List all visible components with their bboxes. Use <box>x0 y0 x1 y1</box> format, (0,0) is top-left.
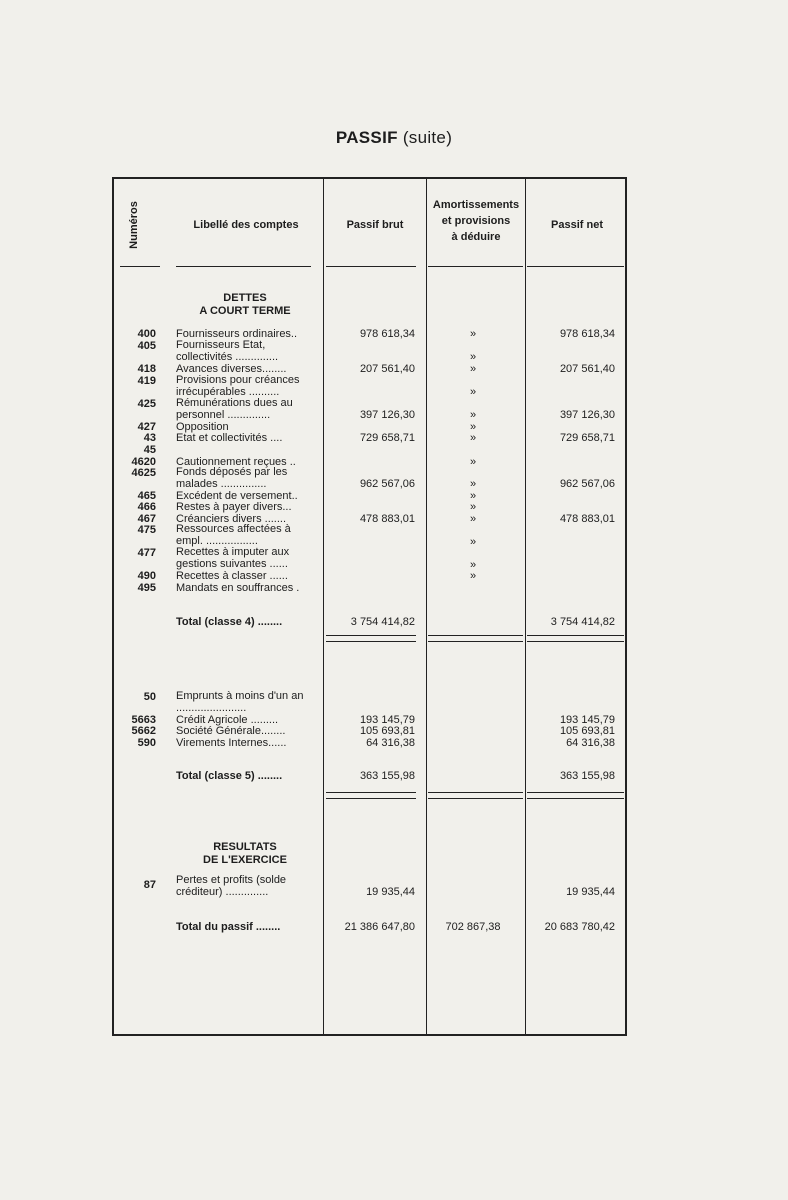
section-resultats <box>172 841 318 867</box>
row-passif-net: 105 693,81 <box>559 725 615 737</box>
row-number: 43 <box>143 432 156 444</box>
row-passif-brut: 962 567,06 <box>359 478 415 490</box>
row-number: 475 <box>137 524 156 536</box>
total-rule <box>428 792 523 793</box>
row-amortissement: » <box>469 490 477 502</box>
row-label: Cautionnement reçues .. <box>176 456 296 468</box>
row-amortissement: » <box>469 421 477 433</box>
row-label: Provisions pour créances irrécupérables .......... <box>176 374 300 398</box>
row-number: 467 <box>137 513 156 525</box>
header-amortissements <box>427 197 525 245</box>
row-passif-net: 978 618,34 <box>559 328 615 340</box>
row-amortissement: » <box>469 328 477 340</box>
row-label: Rémunérations dues au personnel .............. <box>176 397 293 421</box>
row-passif-brut: 207 561,40 <box>359 363 415 375</box>
total-rule <box>428 798 523 799</box>
page-title-main: PASSIF <box>335 128 398 147</box>
total-classe5-label: Total (classe 5) ........ <box>176 770 283 782</box>
row-passif-brut: 105 693,81 <box>359 725 415 737</box>
section-dettes <box>172 292 318 318</box>
row-amortissement: » <box>469 501 477 513</box>
row-label: Fonds déposés par les malades ............... <box>176 466 288 490</box>
row-passif-net: 207 561,40 <box>559 363 615 375</box>
row-passif-net: 478 883,01 <box>559 513 615 525</box>
row-passif-net: 64 316,38 <box>566 737 615 749</box>
section-resultats-line2: DE L'EXERCICE <box>203 854 287 866</box>
total-rule <box>527 641 624 642</box>
total-rule <box>527 798 624 799</box>
row-number: 45 <box>143 444 156 456</box>
row-label: Restes à payer divers... <box>176 501 292 513</box>
row-amortissement: » <box>469 478 477 490</box>
total-classe4-net: 3 754 414,82 <box>550 616 615 628</box>
header-rule <box>176 266 311 267</box>
total-passif-brut: 21 386 647,80 <box>344 921 415 933</box>
total-rule <box>527 792 624 793</box>
row-label: Fournisseurs ordinaires.. <box>176 328 298 340</box>
total-rule <box>326 635 416 636</box>
row-passif-brut: 19 935,44 <box>366 886 415 898</box>
page-title-sub: (suite) <box>397 128 453 147</box>
total-rule <box>527 635 624 636</box>
total-rule <box>428 635 523 636</box>
row-number: 5663 <box>131 714 156 726</box>
row-label: Ressources affectées à empl. ................. <box>176 523 291 547</box>
total-passif-label: Total du passif ........ <box>176 921 281 933</box>
row-number: 590 <box>137 737 156 749</box>
row-number: 400 <box>137 328 156 340</box>
header-amort-line2: et provisions <box>441 215 511 227</box>
col-divider <box>426 179 427 1034</box>
section-dettes-line2: A COURT TERME <box>199 305 291 317</box>
row-label: Emprunts à moins d'un an ....................... <box>176 690 304 714</box>
row-label: Crédit Agricole ......... <box>176 714 279 726</box>
row-label: Virements Internes...... <box>176 737 287 749</box>
row-amortissement: » <box>469 351 477 363</box>
row-passif-brut: 478 883,01 <box>359 513 415 525</box>
row-passif-net: 962 567,06 <box>559 478 615 490</box>
row-number: 495 <box>137 582 156 594</box>
total-rule <box>428 641 523 642</box>
row-label: Mandats en souffrances . <box>176 582 300 594</box>
row-number: 4625 <box>131 467 156 479</box>
header-amort-line3: à déduire <box>451 231 501 243</box>
row-label: Avances diverses........ <box>176 363 287 375</box>
row-number: 5662 <box>131 725 156 737</box>
row-label: Recettes à classer ...... <box>176 570 288 582</box>
row-label: Société Générale........ <box>176 725 286 737</box>
section-resultats-line1: RESULTATS <box>213 841 277 853</box>
row-number: 465 <box>137 490 156 502</box>
total-rule <box>326 641 416 642</box>
total-rule <box>326 792 416 793</box>
header-amort-line1: Amortissements <box>432 199 520 211</box>
passif-table <box>112 177 627 1036</box>
row-passif-brut: 978 618,34 <box>359 328 415 340</box>
row-number: 4620 <box>131 456 156 468</box>
row-number: 419 <box>137 375 156 387</box>
row-number: 405 <box>137 340 156 352</box>
row-amortissement: » <box>469 559 477 571</box>
row-label: Recettes à imputer aux gestions suivantes ...... <box>176 546 290 570</box>
row-number: 427 <box>137 421 156 433</box>
section-dettes-line1: DETTES <box>223 292 267 304</box>
row-label: Fournisseurs Etat, collectivités .............. <box>176 339 279 363</box>
total-passif-amort: 702 867,38 <box>445 921 501 933</box>
row-amortissement: » <box>469 536 477 548</box>
row-number: 50 <box>143 691 156 703</box>
header-libelle: Libellé des comptes <box>193 219 299 231</box>
row-passif-net: 193 145,79 <box>559 714 615 726</box>
row-amortissement: » <box>469 570 477 582</box>
total-passif-net: 20 683 780,42 <box>544 921 615 933</box>
total-classe4-label: Total (classe 4) ........ <box>176 616 283 628</box>
row-amortissement: » <box>469 456 477 468</box>
col-divider <box>323 179 324 1034</box>
total-rule <box>326 798 416 799</box>
row-label: Créanciers divers ....... <box>176 513 287 525</box>
header-rule <box>527 266 624 267</box>
row-label: Etat et collectivités .... <box>176 432 283 444</box>
row-number: 87 <box>143 879 156 891</box>
row-number: 418 <box>137 363 156 375</box>
header-rule <box>120 266 160 267</box>
row-passif-net: 19 935,44 <box>566 886 615 898</box>
header-rule <box>428 266 523 267</box>
header-rule <box>326 266 416 267</box>
row-passif-brut: 397 126,30 <box>359 409 415 421</box>
header-passif-net: Passif net <box>551 219 603 231</box>
row-amortissement: » <box>469 386 477 398</box>
row-passif-brut: 193 145,79 <box>359 714 415 726</box>
row-passif-brut: 729 658,71 <box>359 432 415 444</box>
row-amortissement: » <box>469 409 477 421</box>
row-passif-brut: 64 316,38 <box>366 737 415 749</box>
row-amortissement: » <box>469 513 477 525</box>
row-amortissement: » <box>469 432 477 444</box>
total-classe5-net: 363 155,98 <box>559 770 615 782</box>
row-label: Pertes et profits (solde créditeur) .............. <box>176 874 287 898</box>
page-title <box>0 128 788 148</box>
total-classe4-brut: 3 754 414,82 <box>350 616 415 628</box>
total-classe5-brut: 363 155,98 <box>359 770 415 782</box>
row-label: Opposition <box>176 421 229 433</box>
row-number: 490 <box>137 570 156 582</box>
header-numeros: Numéros <box>128 201 140 249</box>
row-amortissement: » <box>469 363 477 375</box>
row-label: Excédent de versement.. <box>176 490 298 502</box>
row-number: 425 <box>137 398 156 410</box>
header-passif-brut: Passif brut <box>346 219 404 231</box>
row-passif-net: 397 126,30 <box>559 409 615 421</box>
col-divider <box>525 179 526 1034</box>
row-number: 477 <box>137 547 156 559</box>
row-passif-net: 729 658,71 <box>559 432 615 444</box>
row-number: 466 <box>137 501 156 513</box>
